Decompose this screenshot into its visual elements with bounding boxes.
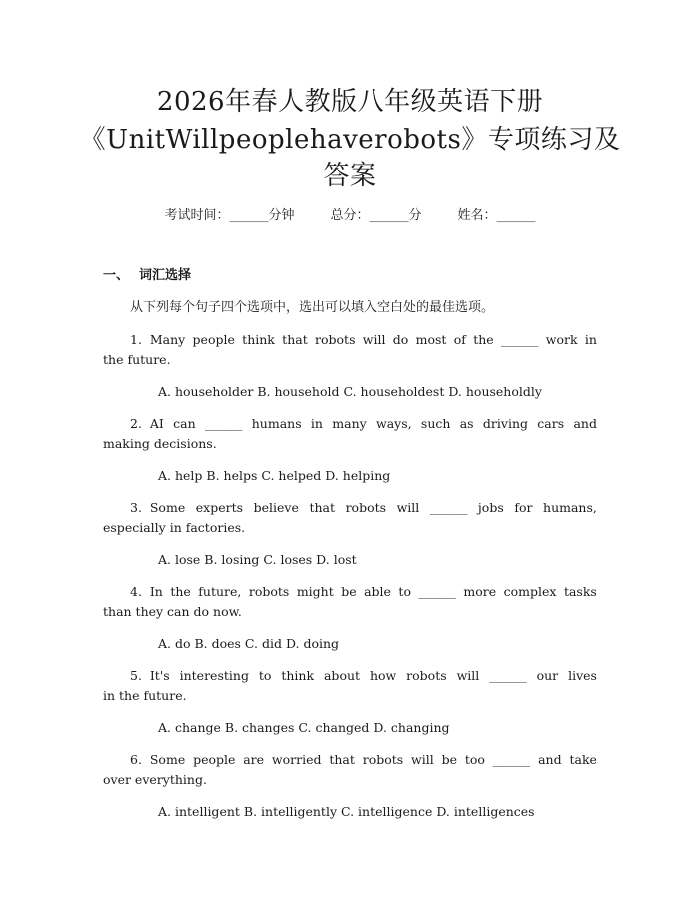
question-word: jobs — [477, 500, 504, 515]
question-5-options: A. change B. changes C. changed D. changing — [158, 720, 450, 735]
question-word: will — [362, 332, 386, 347]
question-2-line-1 — [103, 414, 597, 434]
question-word: robots — [345, 500, 387, 515]
question-word: more — [463, 584, 497, 599]
question-word: and — [573, 416, 597, 431]
section-title: 词汇选择 — [139, 268, 192, 283]
question-word: 4. In — [130, 584, 163, 599]
question-word: cars — [537, 416, 565, 431]
name-field: 姓名：______ — [457, 208, 536, 223]
question-2-options: A. help B. helps C. helped D. helping — [158, 468, 391, 483]
question-4-line-2: than they can do now. — [103, 604, 242, 619]
question-word: how — [369, 668, 397, 683]
section-instruction: 从下列每个句子四个选项中，选出可以填入空白处的最佳选项。 — [130, 300, 495, 315]
question-word: the — [170, 584, 191, 599]
question-word: 3. Some — [130, 500, 186, 515]
question-3-line-2: especially in factories. — [103, 520, 246, 535]
question-word: our — [536, 668, 559, 683]
question-word: as — [459, 416, 474, 431]
question-word: that — [329, 752, 355, 767]
question-6-line-1 — [103, 750, 597, 770]
question-word: lives — [568, 668, 597, 683]
question-word: robots — [362, 752, 404, 767]
question-word: to — [398, 584, 411, 599]
question-word: interesting — [179, 668, 249, 683]
question-word: that — [309, 500, 335, 515]
question-word: people — [193, 752, 236, 767]
question-word: ______ — [489, 668, 527, 683]
question-word: that — [282, 332, 308, 347]
section-heading — [103, 266, 191, 286]
question-1-line-1 — [103, 330, 597, 350]
question-word: ______ — [429, 500, 468, 515]
question-word: will — [396, 500, 420, 515]
total-score: 总分：______分 — [330, 208, 422, 223]
question-1-options: A. householder B. household C. householdest D. householdly — [158, 384, 542, 399]
question-word: complex — [503, 584, 557, 599]
question-3-options: A. lose B. losing C. loses D. lost — [158, 552, 357, 567]
question-word: think — [281, 668, 315, 683]
question-word: 2. AI — [130, 416, 164, 431]
section-number: 一、 — [103, 268, 130, 283]
exam-meta — [0, 206, 700, 226]
question-word: will — [456, 668, 480, 683]
question-word: 6. Some — [130, 752, 186, 767]
question-word: are — [243, 752, 265, 767]
question-6-options: A. intelligent B. intelligently C. intelligence D. intelligences — [158, 804, 535, 819]
question-word: such — [420, 416, 451, 431]
question-word: people — [192, 332, 235, 347]
question-word: humans — [251, 416, 302, 431]
question-word: robots — [406, 668, 447, 683]
question-word: ______ — [204, 416, 243, 431]
question-word: and — [538, 752, 562, 767]
question-2-line-2: making decisions. — [103, 436, 217, 451]
question-word: ______ — [500, 332, 539, 347]
question-word: too — [464, 752, 485, 767]
question-word: be — [441, 752, 457, 767]
question-word: the — [473, 332, 494, 347]
question-word: can — [173, 416, 196, 431]
question-word: robots — [315, 332, 356, 347]
question-word: tasks — [563, 584, 597, 599]
question-5-line-1 — [103, 666, 597, 686]
question-word: to — [258, 668, 272, 683]
question-word: most — [415, 332, 447, 347]
question-word: humans, — [543, 500, 597, 515]
question-word: robots — [248, 584, 290, 599]
question-word: take — [569, 752, 597, 767]
question-word: many — [332, 416, 367, 431]
question-word: driving — [482, 416, 528, 431]
question-word: will — [411, 752, 434, 767]
question-word: be — [341, 584, 357, 599]
question-word: experts — [195, 500, 244, 515]
question-5-line-2: in the future. — [103, 688, 187, 703]
question-word: believe — [253, 500, 299, 515]
title-line-2: 《UnitWillpeoplehaverobots》专项练习及 — [79, 125, 621, 155]
question-word: for — [514, 500, 533, 515]
question-word: in — [310, 416, 323, 431]
question-word: do — [392, 332, 409, 347]
question-word: might — [296, 584, 334, 599]
question-6-line-2: over everything. — [103, 772, 207, 787]
question-word: work — [545, 332, 578, 347]
question-3-line-1 — [103, 498, 597, 518]
question-word: in — [584, 332, 597, 347]
question-word: worried — [271, 752, 322, 767]
question-word: future, — [198, 584, 242, 599]
question-4-line-1 — [103, 582, 597, 602]
exam-time: 考试时间：______分钟 — [164, 208, 295, 223]
question-1-line-2: the future. — [103, 352, 171, 367]
question-word: ______ — [492, 752, 531, 767]
title-line-3: 答案 — [323, 161, 377, 191]
question-word: able — [364, 584, 391, 599]
question-word: 1. Many — [130, 332, 186, 347]
question-word: think — [242, 332, 275, 347]
title-line-1: 2026年春人教版八年级英语下册 — [156, 87, 544, 117]
question-word: ______ — [418, 584, 456, 599]
question-4-options: A. do B. does C. did D. doing — [158, 636, 340, 651]
question-word: ways, — [376, 416, 412, 431]
question-word: about — [323, 668, 361, 683]
question-word: of — [453, 332, 466, 347]
question-word: 5. It's — [130, 668, 170, 683]
